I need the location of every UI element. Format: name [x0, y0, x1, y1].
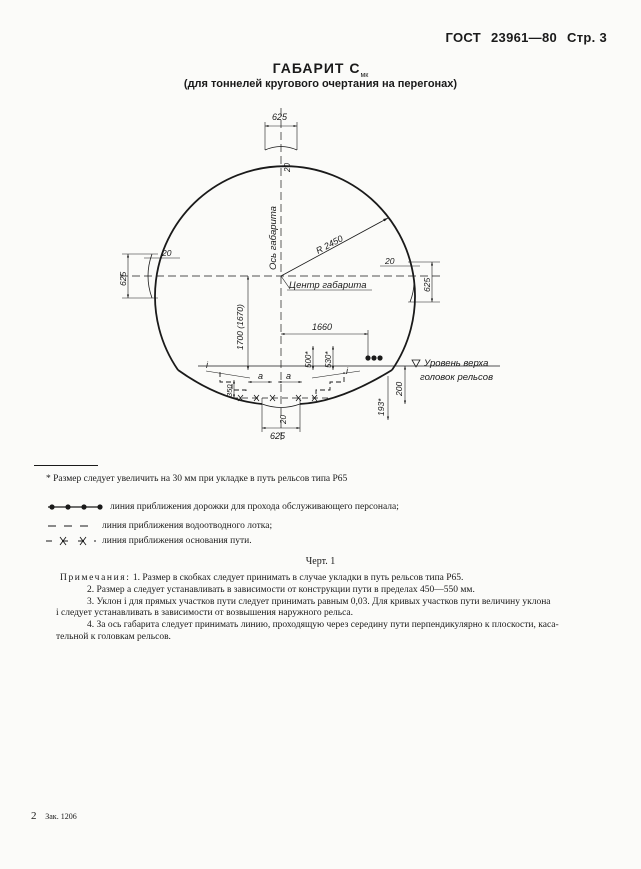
tunnel-circle-bottom	[178, 370, 392, 404]
top-width-label: 625	[272, 112, 288, 122]
rail-level-label-1: Уровень верха	[424, 358, 489, 369]
left-height-label: 625	[118, 271, 128, 286]
legend-drainage	[46, 521, 272, 531]
note-3: 3. Уклон i для прямых участков пути следует принимать равным 0,03. Для кривых участков пути величину уклона	[87, 596, 551, 607]
legend-walkway	[46, 502, 399, 512]
slope-right-line	[312, 371, 360, 378]
note-3-cont: i следует устанавливать в зависимости от возвышения наружного рельса.	[56, 608, 354, 619]
left-offset-label: 20	[162, 248, 172, 258]
page-label: Стр. 3	[567, 30, 607, 45]
note-4: 4. За ось габарита следует принимать линию, проходящую через середину пути перпендикулярно к плоскости, каса-	[87, 620, 559, 631]
tunnel-circle	[155, 166, 415, 370]
bottom-gap-label: 20	[279, 415, 288, 424]
footer-page-number: 2	[31, 810, 37, 822]
dim-500-label: 500*	[304, 351, 313, 368]
dim-200-label: 200	[394, 381, 404, 396]
legend-track-base-symbol	[46, 536, 96, 546]
footnote: * Размер следует увеличить на 30 мм при укладке в путь рельсов типа Р65	[46, 474, 348, 484]
dim-350-label: 350	[225, 384, 234, 397]
center-label: Центр габарита	[289, 280, 367, 291]
slope-right-label: i	[346, 366, 348, 376]
note-2: 2. Размер a следует устанавливать в зависимости от конструкции пути в пределах 450—550 мм.	[87, 584, 475, 595]
slope-left-line	[206, 371, 250, 378]
drawing-title: ГАБАРИТ $С_{мк}$	[272, 60, 369, 79]
notes-heading: Примечания:	[60, 573, 131, 583]
radius-label: R 2450	[314, 233, 345, 256]
legend-drainage-symbol	[46, 521, 96, 531]
title-subscript: мк	[360, 71, 369, 79]
dim-530-label: 530*	[324, 351, 333, 368]
legend-walkway-text: линия приближения дорожки для прохода обслуживающего персонала;	[110, 502, 399, 512]
drainage-trough-line	[220, 372, 344, 394]
top-gap-label: 20	[283, 163, 292, 172]
note-4-cont: тельной к головкам рельсов.	[56, 631, 171, 642]
standard-number: 23961—80	[491, 30, 558, 45]
bottom-width-label: 625	[270, 431, 286, 441]
note-1: Примечания: 1. Размер в скобках следует принимать в случае укладки в путь рельсов типа Р65.	[60, 573, 464, 583]
drawing-subtitle: (для тоннелей кругового очертания на перегонах)	[183, 78, 458, 90]
walkway-clearance-dots	[365, 355, 382, 360]
right-offset-label: 20	[385, 256, 395, 266]
standard-label: ГОСТ	[445, 30, 482, 45]
notes-block	[56, 573, 600, 644]
legend-walkway-symbol	[46, 502, 104, 512]
footnote-rule	[34, 465, 98, 466]
dim-1660-label: 1660	[312, 322, 333, 332]
center-height-label: 1700 (1670)	[235, 304, 245, 350]
slope-left-label: i	[206, 360, 208, 370]
footer-order: Зак. 1206	[45, 812, 77, 821]
dim-193-label: 193*	[376, 398, 386, 416]
axis-label: Ось габарита	[268, 206, 279, 270]
dim-a-right-label: a	[286, 371, 292, 381]
legend-drainage-text: линия приближения водоотводного лотка;	[102, 521, 273, 531]
legend-track-base	[46, 536, 252, 546]
dim-a-left-label: a	[258, 371, 264, 381]
right-height-label: 625	[422, 277, 432, 292]
figure-caption: Черт. 1	[305, 556, 336, 567]
footer	[31, 810, 77, 822]
bottom-notch-arc	[262, 404, 300, 408]
rail-level-label-2: головок рельсов	[420, 372, 494, 383]
legend-track-base-text: линия приближения основания пути.	[102, 536, 252, 546]
